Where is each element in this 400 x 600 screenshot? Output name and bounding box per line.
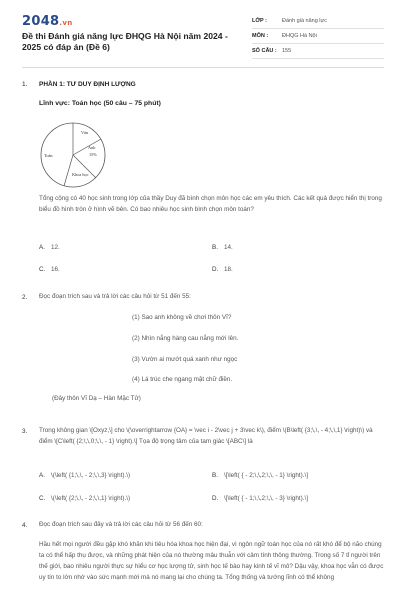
- question-4-text: Đọc đoạn trích sau đây và trả lời các câu hỏi từ 56 đến 60:: [39, 521, 203, 528]
- question-2-number: 2.: [22, 294, 28, 301]
- meta-key: MÔN :: [252, 33, 269, 39]
- slice-label-anh: Anh: [88, 145, 96, 150]
- field-heading: Lĩnh vực: Toán học (50 câu – 75 phút): [39, 100, 161, 107]
- meta-value: ĐHQG Hà Nội: [282, 33, 317, 39]
- meta-row-class: [252, 14, 384, 29]
- poem-line-2: (2) Nhìn nắng hàng cau nắng mới lên.: [132, 335, 239, 342]
- meta-value: 155: [282, 48, 292, 54]
- section-heading: [22, 81, 136, 88]
- option-text: 14.: [224, 244, 233, 251]
- poem-source: (Đây thôn Vĩ Dạ – Hàn Mặc Tử): [52, 395, 141, 402]
- option-c[interactable]: [39, 495, 130, 502]
- question-1-text: Tổng cộng có 40 học sinh trong lớp của thầy Duy đã bình chọn môn học các em yêu thích. Các kết quả được hiển thị trong biểu đồ hình tròn ở hình vẽ bên. Có bao nhiêu học sinh bình chọn môn toán?: [39, 195, 382, 213]
- meta-key: LỚP :: [252, 18, 267, 24]
- question-4-number: 4.: [22, 522, 28, 529]
- logo-main: 2048: [22, 14, 60, 29]
- option-letter: C.: [39, 495, 46, 502]
- option-text: 12.: [51, 244, 60, 251]
- meta-row-count: [252, 44, 384, 59]
- poem-line-1: (1) Sao anh không về chơi thôn Vĩ?: [132, 314, 232, 321]
- meta-row-subject: [252, 29, 384, 44]
- option-b[interactable]: [212, 472, 308, 479]
- document-meta: [252, 14, 384, 59]
- option-text: 18.: [224, 266, 233, 273]
- option-letter: D.: [212, 266, 219, 273]
- meta-value: Đánh giá năng lực: [282, 18, 327, 24]
- header-divider: [22, 67, 384, 68]
- option-a[interactable]: [39, 472, 130, 479]
- option-letter: A.: [39, 244, 45, 251]
- site-logo[interactable]: [22, 14, 73, 29]
- option-letter: C.: [39, 266, 46, 273]
- slice-label-van: Văn: [81, 130, 89, 135]
- option-letter: D.: [212, 495, 219, 502]
- logo-suffix: .vn: [59, 19, 73, 27]
- poem-line-3: (3) Vườn ai mướt quá xanh như ngọc: [132, 356, 238, 363]
- option-letter: B.: [212, 472, 218, 479]
- pie-chart: [38, 120, 108, 190]
- question-4-passage: Hầu hết mọi người đều gặp khó khăn khi tiêu hóa khoa học hiện đại, vì ngôn ngữ toán học của nó rất khó để bộ não chúng ta có thể hấp thụ được, và những phát hiện của nó thường mâu thuẫn với cảm tính thông thường. Trong số 7 tỉ người trên thế giới, bao nhiêu người thực sự hiểu cơ học lượng tử, sinh học tế bào hay kinh tế vĩ mô? Dậu vậy, khoa học vẫn có được uy tín to lớn nhờ vào sức mạnh mới mà nó mang lại cho chúng ta. Tổng thống và tướng lĩnh có thể không: [39, 541, 384, 581]
- option-letter: A.: [39, 472, 45, 479]
- document-title: Đề thi Đánh giá năng lực ĐHQG Hà Nội năm 2024 - 2025 có đáp án (Đề 6): [22, 31, 228, 52]
- slice-pct-anh: 15%: [89, 152, 97, 157]
- question-2-text: Đọc đoạn trích sau và trả lời các câu hỏi từ 51 đến 55:: [39, 293, 191, 300]
- option-d[interactable]: [212, 495, 308, 502]
- section-title: PHẦN 1: TƯ DUY ĐỊNH LƯỢNG: [39, 81, 136, 88]
- slice-label-toan: Toán: [44, 153, 53, 158]
- option-text: \(\left( {2;\,\, - 2;\,\,1} \right).\): [51, 495, 131, 502]
- meta-key: SỐ CÂU :: [252, 48, 277, 54]
- poem-line-4: (4) Lá trúc che ngang mặt chữ điền.: [132, 376, 233, 383]
- option-text: 16.: [51, 266, 60, 273]
- option-text: \(\left( {1;\,\, - 2;\,\,3} \right).\): [51, 472, 131, 479]
- question-3-text: Trong không gian \[Oxyz,\] cho \(\overrightarrow {OA} = \vec i - 2\vec j + 3\vec k\), điểm \(B\left( {3;\,\, - 4;\,\,1} \right)\) và điểm \[C\left( {2;\,\,0;\,\, - 1} \right).\] Tọa độ trọng tâm của tam giác \[ABC\] là: [39, 427, 373, 445]
- option-d[interactable]: [212, 266, 233, 273]
- option-c[interactable]: [39, 266, 60, 273]
- option-text: \[\left( { - 1;\,\,2;\,\, - 3} \right).\]: [224, 495, 308, 502]
- option-a[interactable]: [39, 244, 60, 251]
- section-number: 1.: [22, 81, 28, 88]
- question-3-number: 3.: [22, 428, 28, 435]
- option-b[interactable]: [212, 244, 233, 251]
- option-text: \[\left( { - 2;\,\,2;\,\, - 1} \right).\]: [224, 472, 308, 479]
- option-letter: B.: [212, 244, 218, 251]
- slice-label-khoa-hoc: Khoa học: [72, 172, 89, 177]
